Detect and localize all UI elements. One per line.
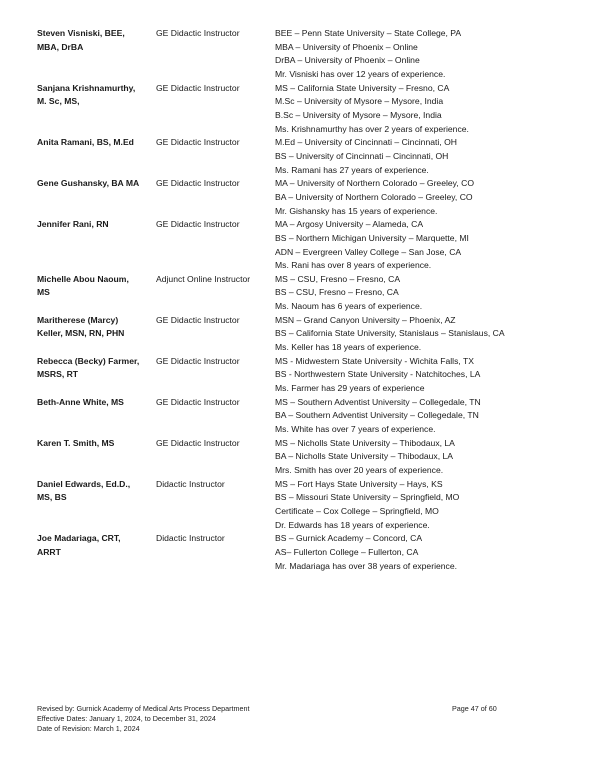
faculty-name	[37, 314, 156, 355]
credential-line: MA – University of Northern Colorado – Greeley, CO	[275, 178, 475, 189]
credential-line: DrBA – University of Phoenix – Online	[275, 55, 420, 66]
faculty-name-line: Anita Ramani, BS, M.Ed	[37, 137, 134, 148]
faculty-name	[37, 218, 156, 273]
credential-line: MA – Argosy University – Alameda, CA	[275, 219, 424, 230]
credential-line: MS - Midwestern State University - Wichita Falls, TX	[275, 355, 474, 366]
credential-line: Certificate – Cox College – Springfield, MO	[275, 505, 439, 516]
credential-line: Dr. Edwards has 18 years of experience.	[275, 519, 430, 530]
credential-line: BS – Gurnick Academy – Concord, CA	[275, 533, 423, 544]
credential-line: Mr. Madariaga has over 38 years of experience.	[275, 560, 457, 571]
faculty-name-line: MSRS, RT	[37, 369, 79, 380]
page-number: Page 47 of 60	[452, 704, 497, 713]
footer-revision-date: Date of Revision: March 1, 2024	[37, 723, 140, 733]
credential-line: Ms. Ramani has 27 years of experience.	[275, 164, 429, 175]
credential-line: MS – Fort Hays State University – Hays, KS	[275, 478, 443, 489]
faculty-name-line: Jennifer Rani, RN	[37, 219, 109, 230]
faculty-row	[37, 273, 577, 314]
credential-line: B.Sc – University of Mysore – Mysore, India	[275, 109, 442, 120]
faculty-name-line: Gene Gushansky, BA MA	[37, 178, 140, 189]
faculty-name-line: Maritherese (Marcy)	[37, 314, 119, 325]
faculty-credentials	[275, 218, 575, 273]
faculty-credentials	[275, 314, 575, 355]
faculty-title: GE Didactic Instructor	[156, 355, 240, 366]
faculty-name	[37, 532, 156, 573]
faculty-name-line: MBA, DrBA	[37, 41, 84, 52]
credential-line: MBA – University of Phoenix – Online	[275, 41, 418, 52]
faculty-title: Didactic Instructor	[156, 478, 225, 489]
faculty-credentials	[275, 273, 575, 314]
faculty-name-line: Michelle Abou Naoum,	[37, 273, 129, 284]
faculty-name	[37, 177, 156, 218]
credential-line: BS - Northwestern State University - Natchitoches, LA	[275, 369, 481, 380]
credential-line: M.Sc – University of Mysore – Mysore, India	[275, 96, 444, 107]
faculty-row	[37, 396, 577, 437]
faculty-row	[37, 177, 577, 218]
credential-line: AS– Fullerton College – Fullerton, CA	[275, 546, 419, 557]
faculty-name-line: MS	[37, 287, 50, 298]
credential-line: BA – Nicholls State University – Thibodaux, LA	[275, 451, 454, 462]
faculty-credentials	[275, 437, 575, 478]
credential-line: BS – Northern Michigan University – Marquette, MI	[275, 232, 469, 243]
faculty-credentials	[275, 27, 575, 82]
faculty-row	[37, 136, 577, 177]
credential-line: Ms. Keller has 18 years of experience.	[275, 342, 422, 353]
faculty-row	[37, 532, 577, 573]
faculty-credentials	[275, 136, 575, 177]
credential-line: BS – CSU, Fresno – Fresno, CA	[275, 287, 399, 298]
credential-line: Ms. Farmer has 29 years of experience	[275, 383, 425, 394]
faculty-row	[37, 355, 577, 396]
credential-line: Mr. Visniski has over 12 years of experience.	[275, 68, 446, 79]
faculty-name-line: Beth-Anne White, MS	[37, 396, 124, 407]
faculty-table	[37, 27, 577, 573]
faculty-title: Didactic Instructor	[156, 533, 225, 544]
faculty-name	[37, 273, 156, 314]
faculty-name	[37, 437, 156, 478]
credential-line: Ms. White has over 7 years of experience.	[275, 424, 436, 435]
faculty-title: GE Didactic Instructor	[156, 314, 240, 325]
faculty-row	[37, 314, 577, 355]
credential-line: MSN – Grand Canyon University – Phoenix, AZ	[275, 314, 456, 325]
faculty-credentials	[275, 355, 575, 396]
faculty-row	[37, 82, 577, 137]
credential-line: BS – California State University, Stanislaus – Stanislaus, CA	[275, 328, 505, 339]
faculty-row	[37, 478, 577, 533]
footer-revised-by: Revised by: Gurnick Academy of Medical Arts Process Department	[37, 704, 250, 713]
credential-line: BA – University of Northern Colorado – Greeley, CO	[275, 191, 473, 202]
faculty-name	[37, 27, 156, 82]
faculty-name	[37, 355, 156, 396]
credential-line: MS – Nicholls State University – Thibodaux, LA	[275, 437, 455, 448]
faculty-title: GE Didactic Instructor	[156, 137, 240, 148]
footer-effective-dates: Effective Dates: January 1, 2024, to December 31, 2024	[37, 713, 216, 723]
faculty-row	[37, 27, 577, 82]
faculty-name-line: Joe Madariaga, CRT,	[37, 533, 121, 544]
faculty-title: GE Didactic Instructor	[156, 437, 240, 448]
faculty-name-line: Steven Visniski, BEE,	[37, 28, 125, 38]
faculty-name	[37, 396, 156, 437]
credential-line: Mrs. Smith has over 20 years of experience.	[275, 465, 444, 475]
credential-line: Ms. Krishnamurthy has over 2 years of experience.	[275, 123, 469, 134]
faculty-name-line: Rebecca (Becky) Farmer,	[37, 355, 140, 366]
faculty-title: GE Didactic Instructor	[156, 178, 240, 189]
credential-line: MS – CSU, Fresno – Fresno, CA	[275, 273, 401, 284]
credential-line: Mr. Gishansky has 15 years of experience.	[275, 205, 438, 216]
faculty-title: GE Didactic Instructor	[156, 82, 240, 93]
faculty-title: Adjunct Online Instructor	[156, 273, 251, 284]
faculty-name-line: Daniel Edwards, Ed.D.,	[37, 478, 131, 489]
faculty-name	[37, 82, 156, 137]
faculty-credentials	[275, 478, 575, 533]
credential-line: MS – California State University – Fresno, CA	[275, 82, 450, 93]
credential-line: BEE – Penn State University – State College, PA	[275, 28, 462, 38]
faculty-name-line: M. Sc, MS,	[37, 96, 80, 107]
faculty-title: GE Didactic Instructor	[156, 219, 240, 230]
page-footer	[37, 704, 557, 733]
credential-line: BA – Southern Adventist University – Collegedale, TN	[275, 410, 479, 421]
faculty-row	[37, 218, 577, 273]
credential-line: BS – University of Cincinnati – Cincinnati, OH	[275, 150, 449, 161]
credential-line: MS – Southern Adventist University – Collegedale, TN	[275, 396, 481, 407]
credential-line: BS – Missouri State University – Springfield, MO	[275, 492, 460, 503]
faculty-name	[37, 136, 156, 177]
faculty-credentials	[275, 82, 575, 137]
faculty-name-line: Karen T. Smith, MS	[37, 437, 115, 448]
faculty-credentials	[275, 532, 575, 573]
faculty-name-line: ARRT	[37, 546, 61, 557]
faculty-row	[37, 437, 577, 478]
faculty-title: GE Didactic Instructor	[156, 28, 240, 38]
credential-line: Ms. Naoum has 6 years of experience.	[275, 301, 423, 312]
credential-line: M.Ed – University of Cincinnati – Cincinnati, OH	[275, 137, 457, 148]
faculty-name-line: MS, BS	[37, 492, 67, 503]
faculty-title: GE Didactic Instructor	[156, 396, 240, 407]
credential-line: Ms. Rani has over 8 years of experience.	[275, 260, 432, 271]
faculty-name-line: Keller, MSN, RN, PHN	[37, 328, 125, 339]
faculty-credentials	[275, 177, 575, 218]
faculty-credentials	[275, 396, 575, 437]
faculty-name-line: Sanjana Krishnamurthy,	[37, 82, 136, 93]
faculty-name	[37, 478, 156, 533]
credential-line: ADN – Evergreen Valley College – San Jose, CA	[275, 246, 462, 257]
